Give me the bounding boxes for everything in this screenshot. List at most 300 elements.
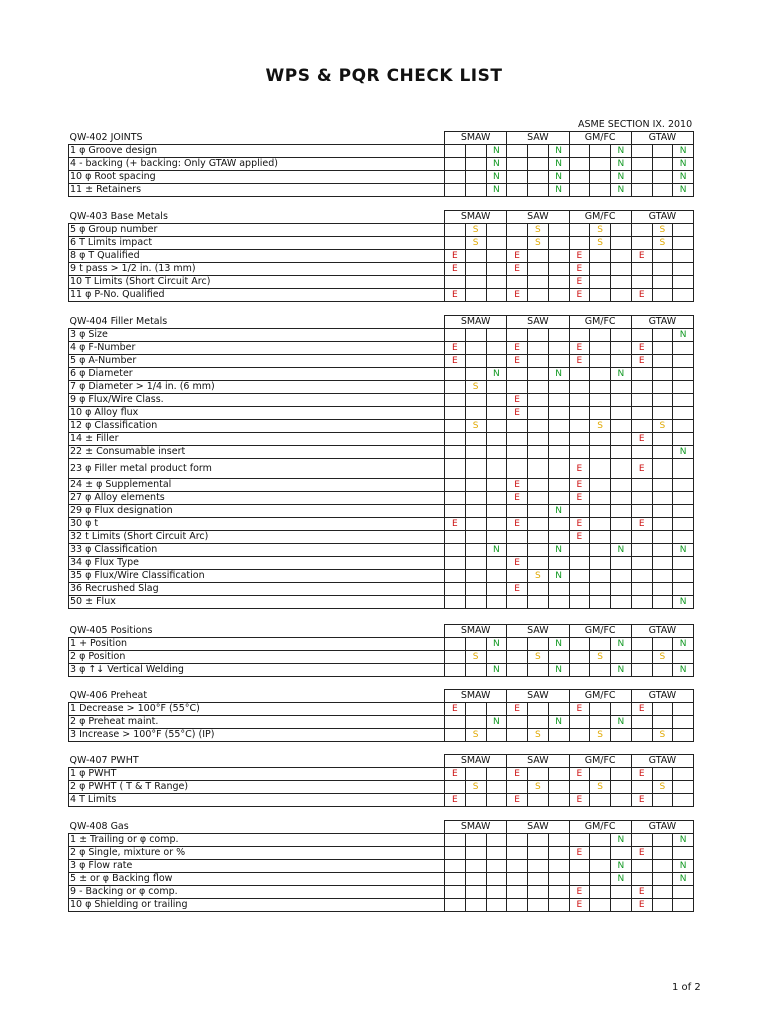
mark-cell — [486, 492, 507, 505]
mark-cell — [569, 544, 590, 557]
mark-cell — [507, 531, 528, 544]
row-label: 9 φ Flux/Wire Class. — [69, 394, 445, 407]
mark-cell — [548, 703, 569, 716]
mark-cell: E — [507, 355, 528, 368]
mark-cell — [611, 329, 632, 342]
mark-cell — [507, 158, 528, 171]
mark-cell — [652, 250, 673, 263]
mark-cell: E — [569, 886, 590, 899]
row-label: 3 φ Flow rate — [69, 860, 445, 873]
process-header: SAW — [507, 755, 569, 768]
row-label: 12 φ Classification — [69, 420, 445, 433]
process-header: GTAW — [631, 625, 693, 638]
mark-cell — [673, 794, 694, 807]
mark-cell — [445, 781, 466, 794]
mark-cell — [590, 899, 611, 912]
mark-cell — [569, 145, 590, 158]
mark-cell: S — [590, 729, 611, 742]
mark-cell — [590, 716, 611, 729]
mark-cell — [528, 492, 549, 505]
mark-cell — [631, 638, 652, 651]
mark-cell: N — [673, 664, 694, 677]
mark-cell — [652, 158, 673, 171]
mark-cell — [611, 729, 632, 742]
mark-cell — [528, 583, 549, 596]
mark-cell: S — [465, 224, 486, 237]
mark-cell: N — [611, 664, 632, 677]
mark-cell — [611, 394, 632, 407]
mark-cell — [507, 873, 528, 886]
mark-cell — [590, 394, 611, 407]
mark-cell — [507, 899, 528, 912]
mark-cell — [528, 847, 549, 860]
mark-cell: E — [445, 518, 466, 531]
mark-cell — [465, 834, 486, 847]
mark-cell — [507, 381, 528, 394]
row-label: 50 ± Flux — [69, 596, 445, 609]
row-label: 8 φ T Qualified — [69, 250, 445, 263]
mark-cell: E — [445, 794, 466, 807]
mark-cell — [445, 446, 466, 459]
mark-cell: S — [652, 729, 673, 742]
table-row — [69, 899, 694, 912]
mark-cell — [611, 651, 632, 664]
mark-cell: S — [528, 224, 549, 237]
mark-cell — [673, 394, 694, 407]
mark-cell — [507, 860, 528, 873]
mark-cell: E — [507, 518, 528, 531]
mark-cell — [465, 446, 486, 459]
mark-cell — [486, 729, 507, 742]
mark-cell — [631, 446, 652, 459]
mark-cell — [631, 329, 652, 342]
mark-cell: N — [548, 145, 569, 158]
row-label: 3 φ ↑↓ Vertical Welding — [69, 664, 445, 677]
mark-cell: N — [486, 638, 507, 651]
table-row — [69, 171, 694, 184]
mark-cell — [548, 394, 569, 407]
mark-cell — [652, 596, 673, 609]
table-row — [69, 505, 694, 518]
row-label: 11 φ P-No. Qualified — [69, 289, 445, 302]
mark-cell — [569, 873, 590, 886]
mark-cell — [673, 237, 694, 250]
mark-cell — [673, 368, 694, 381]
row-label: 1 Decrease > 100°F (55°C) — [69, 703, 445, 716]
mark-cell — [548, 407, 569, 420]
mark-cell: N — [611, 638, 632, 651]
mark-cell — [445, 886, 466, 899]
mark-cell — [631, 237, 652, 250]
mark-cell — [652, 263, 673, 276]
mark-cell: N — [673, 860, 694, 873]
mark-cell — [507, 145, 528, 158]
table-row — [69, 446, 694, 459]
process-header: SAW — [507, 625, 569, 638]
mark-cell — [611, 446, 632, 459]
mark-cell — [652, 459, 673, 479]
mark-cell — [652, 342, 673, 355]
section-title: QW-406 Preheat — [69, 689, 148, 701]
mark-cell — [652, 145, 673, 158]
mark-cell — [528, 596, 549, 609]
mark-cell — [528, 768, 549, 781]
mark-cell — [569, 433, 590, 446]
mark-cell — [445, 420, 466, 433]
row-label: 3 φ Size — [69, 329, 445, 342]
mark-cell: N — [548, 716, 569, 729]
mark-cell — [673, 847, 694, 860]
mark-cell — [507, 544, 528, 557]
mark-cell — [465, 158, 486, 171]
mark-cell — [445, 834, 466, 847]
mark-cell: E — [569, 355, 590, 368]
mark-cell — [652, 886, 673, 899]
mark-cell — [507, 433, 528, 446]
mark-cell: E — [445, 355, 466, 368]
mark-cell — [445, 638, 466, 651]
mark-cell: N — [611, 544, 632, 557]
mark-cell — [652, 583, 673, 596]
mark-cell — [445, 224, 466, 237]
mark-cell — [611, 342, 632, 355]
mark-cell — [548, 651, 569, 664]
mark-cell — [486, 237, 507, 250]
process-header: SAW — [507, 316, 569, 329]
process-header: GTAW — [631, 755, 693, 768]
mark-cell: S — [465, 781, 486, 794]
mark-cell — [548, 583, 569, 596]
mark-cell — [590, 407, 611, 420]
mark-cell — [611, 596, 632, 609]
mark-cell — [569, 224, 590, 237]
mark-cell — [652, 899, 673, 912]
mark-cell — [445, 368, 466, 381]
mark-cell — [465, 873, 486, 886]
mark-cell — [611, 479, 632, 492]
mark-cell — [528, 250, 549, 263]
mark-cell — [465, 184, 486, 197]
process-header: GM/FC — [569, 821, 631, 834]
mark-cell — [548, 899, 569, 912]
mark-cell: N — [673, 596, 694, 609]
mark-cell — [548, 355, 569, 368]
process-header: GM/FC — [569, 625, 631, 638]
mark-cell: S — [528, 570, 549, 583]
mark-cell — [528, 794, 549, 807]
mark-cell — [548, 276, 569, 289]
mark-cell — [445, 407, 466, 420]
table-row — [69, 145, 694, 158]
table-row — [69, 289, 694, 302]
table-row — [69, 394, 694, 407]
mark-cell: N — [548, 570, 569, 583]
table-row — [69, 794, 694, 807]
section-title: QW-407 PWHT — [69, 754, 139, 766]
mark-cell — [528, 446, 549, 459]
process-header: GTAW — [631, 132, 693, 145]
mark-cell — [652, 433, 673, 446]
mark-cell — [548, 557, 569, 570]
mark-cell — [631, 544, 652, 557]
mark-cell — [590, 531, 611, 544]
mark-cell — [486, 446, 507, 459]
process-header: SMAW — [445, 625, 507, 638]
mark-cell — [590, 873, 611, 886]
mark-cell — [590, 145, 611, 158]
mark-cell: E — [631, 250, 652, 263]
row-label: 34 φ Flux Type — [69, 557, 445, 570]
mark-cell — [631, 664, 652, 677]
mark-cell — [611, 518, 632, 531]
mark-cell: E — [569, 847, 590, 860]
mark-cell — [652, 531, 673, 544]
mark-cell — [673, 433, 694, 446]
table-row — [69, 703, 694, 716]
mark-cell: S — [590, 224, 611, 237]
mark-cell — [569, 638, 590, 651]
mark-cell — [652, 368, 673, 381]
mark-cell — [548, 886, 569, 899]
mark-cell — [528, 703, 549, 716]
mark-cell — [445, 716, 466, 729]
mark-cell — [590, 544, 611, 557]
mark-cell — [611, 781, 632, 794]
mark-cell — [507, 664, 528, 677]
mark-cell — [590, 446, 611, 459]
mark-cell — [465, 492, 486, 505]
mark-cell — [445, 158, 466, 171]
mark-cell — [611, 237, 632, 250]
mark-cell — [631, 276, 652, 289]
mark-cell: S — [590, 420, 611, 433]
mark-cell — [486, 873, 507, 886]
mark-cell — [652, 518, 673, 531]
mark-cell — [445, 394, 466, 407]
mark-cell — [590, 381, 611, 394]
mark-cell — [548, 531, 569, 544]
row-label: 1 φ PWHT — [69, 768, 445, 781]
mark-cell: N — [673, 638, 694, 651]
mark-cell — [652, 794, 673, 807]
mark-cell — [486, 703, 507, 716]
process-header: SMAW — [445, 316, 507, 329]
mark-cell — [486, 224, 507, 237]
checklist-table — [68, 624, 694, 677]
mark-cell: N — [486, 145, 507, 158]
mark-cell — [465, 368, 486, 381]
mark-cell — [652, 638, 673, 651]
mark-cell — [673, 479, 694, 492]
mark-cell — [569, 583, 590, 596]
row-label: 32 t Limits (Short Circuit Arc) — [69, 531, 445, 544]
row-label: 27 φ Alloy elements — [69, 492, 445, 505]
table-row — [69, 638, 694, 651]
mark-cell — [652, 664, 673, 677]
mark-cell — [673, 781, 694, 794]
mark-cell — [528, 263, 549, 276]
mark-cell: N — [611, 368, 632, 381]
mark-cell — [631, 420, 652, 433]
checklist-table — [68, 315, 694, 609]
mark-cell — [652, 544, 673, 557]
mark-cell: E — [507, 492, 528, 505]
mark-cell — [486, 263, 507, 276]
mark-cell — [673, 289, 694, 302]
mark-cell — [445, 171, 466, 184]
row-label: 10 φ Alloy flux — [69, 407, 445, 420]
mark-cell — [631, 557, 652, 570]
mark-cell — [631, 145, 652, 158]
mark-cell — [465, 557, 486, 570]
mark-cell — [673, 729, 694, 742]
process-header: GTAW — [631, 211, 693, 224]
mark-cell: N — [486, 716, 507, 729]
mark-cell — [652, 505, 673, 518]
mark-cell — [590, 570, 611, 583]
mark-cell — [673, 459, 694, 479]
mark-cell — [590, 847, 611, 860]
mark-cell — [445, 381, 466, 394]
table-row — [69, 420, 694, 433]
table-row — [69, 531, 694, 544]
mark-cell: E — [631, 899, 652, 912]
mark-cell — [528, 420, 549, 433]
table-row — [69, 570, 694, 583]
mark-cell — [611, 531, 632, 544]
mark-cell — [528, 184, 549, 197]
mark-cell: N — [548, 368, 569, 381]
mark-cell — [569, 407, 590, 420]
document-subtitle: ASME SECTION IX. 2010 — [578, 119, 693, 130]
table-row — [69, 847, 694, 860]
table-row — [69, 459, 694, 479]
mark-cell — [528, 276, 549, 289]
mark-cell: E — [631, 459, 652, 479]
process-header: GTAW — [631, 690, 693, 703]
mark-cell — [465, 703, 486, 716]
row-label: 9 - Backing or φ comp. — [69, 886, 445, 899]
mark-cell — [611, 583, 632, 596]
mark-cell — [465, 638, 486, 651]
mark-cell: E — [507, 289, 528, 302]
mark-cell — [445, 145, 466, 158]
mark-cell — [465, 505, 486, 518]
mark-cell — [528, 171, 549, 184]
mark-cell — [528, 716, 549, 729]
mark-cell — [528, 355, 549, 368]
mark-cell — [548, 492, 569, 505]
mark-cell — [486, 557, 507, 570]
mark-cell — [548, 329, 569, 342]
process-header: GM/FC — [569, 316, 631, 329]
mark-cell — [465, 276, 486, 289]
mark-cell: E — [569, 263, 590, 276]
mark-cell — [631, 224, 652, 237]
mark-cell — [611, 886, 632, 899]
mark-cell — [445, 544, 466, 557]
mark-cell — [631, 263, 652, 276]
process-header: GM/FC — [569, 132, 631, 145]
mark-cell — [548, 263, 569, 276]
mark-cell — [486, 860, 507, 873]
table-row — [69, 557, 694, 570]
mark-cell — [445, 184, 466, 197]
mark-cell — [465, 570, 486, 583]
mark-cell — [486, 394, 507, 407]
mark-cell: E — [569, 899, 590, 912]
table-row — [69, 381, 694, 394]
mark-cell: E — [507, 479, 528, 492]
mark-cell — [507, 505, 528, 518]
mark-cell — [569, 834, 590, 847]
mark-cell — [631, 394, 652, 407]
mark-cell — [631, 531, 652, 544]
mark-cell — [507, 446, 528, 459]
mark-cell: N — [486, 664, 507, 677]
mark-cell — [590, 433, 611, 446]
table-row — [69, 886, 694, 899]
mark-cell — [590, 492, 611, 505]
table-row — [69, 158, 694, 171]
mark-cell — [631, 570, 652, 583]
mark-cell — [528, 381, 549, 394]
mark-cell — [528, 544, 549, 557]
section-title: QW-403 Base Metals — [69, 210, 168, 222]
mark-cell — [445, 433, 466, 446]
mark-cell — [528, 289, 549, 302]
mark-cell — [548, 834, 569, 847]
mark-cell — [507, 596, 528, 609]
mark-cell: N — [548, 664, 569, 677]
mark-cell — [611, 250, 632, 263]
mark-cell: N — [611, 834, 632, 847]
row-label: 11 ± Retainers — [69, 184, 445, 197]
mark-cell — [569, 171, 590, 184]
table-row — [69, 518, 694, 531]
mark-cell — [569, 237, 590, 250]
mark-cell — [652, 492, 673, 505]
mark-cell — [590, 479, 611, 492]
mark-cell — [486, 518, 507, 531]
row-label: 4 - backing (+ backing: Only GTAW applied) — [69, 158, 445, 171]
mark-cell — [445, 276, 466, 289]
process-header: SMAW — [445, 821, 507, 834]
row-label: 6 T Limits impact — [69, 237, 445, 250]
mark-cell: S — [465, 729, 486, 742]
mark-cell: N — [673, 329, 694, 342]
mark-cell — [652, 860, 673, 873]
mark-cell — [611, 276, 632, 289]
table-row — [69, 407, 694, 420]
mark-cell — [611, 289, 632, 302]
row-label: 2 φ Position — [69, 651, 445, 664]
process-header: SAW — [507, 132, 569, 145]
mark-cell: S — [465, 651, 486, 664]
mark-cell: E — [631, 886, 652, 899]
row-label: 5 ± or φ Backing flow — [69, 873, 445, 886]
mark-cell — [486, 899, 507, 912]
mark-cell: E — [631, 433, 652, 446]
mark-cell: N — [486, 171, 507, 184]
mark-cell — [486, 250, 507, 263]
mark-cell — [611, 703, 632, 716]
mark-cell — [652, 847, 673, 860]
mark-cell — [590, 368, 611, 381]
mark-cell — [465, 596, 486, 609]
mark-cell — [548, 794, 569, 807]
mark-cell — [611, 355, 632, 368]
